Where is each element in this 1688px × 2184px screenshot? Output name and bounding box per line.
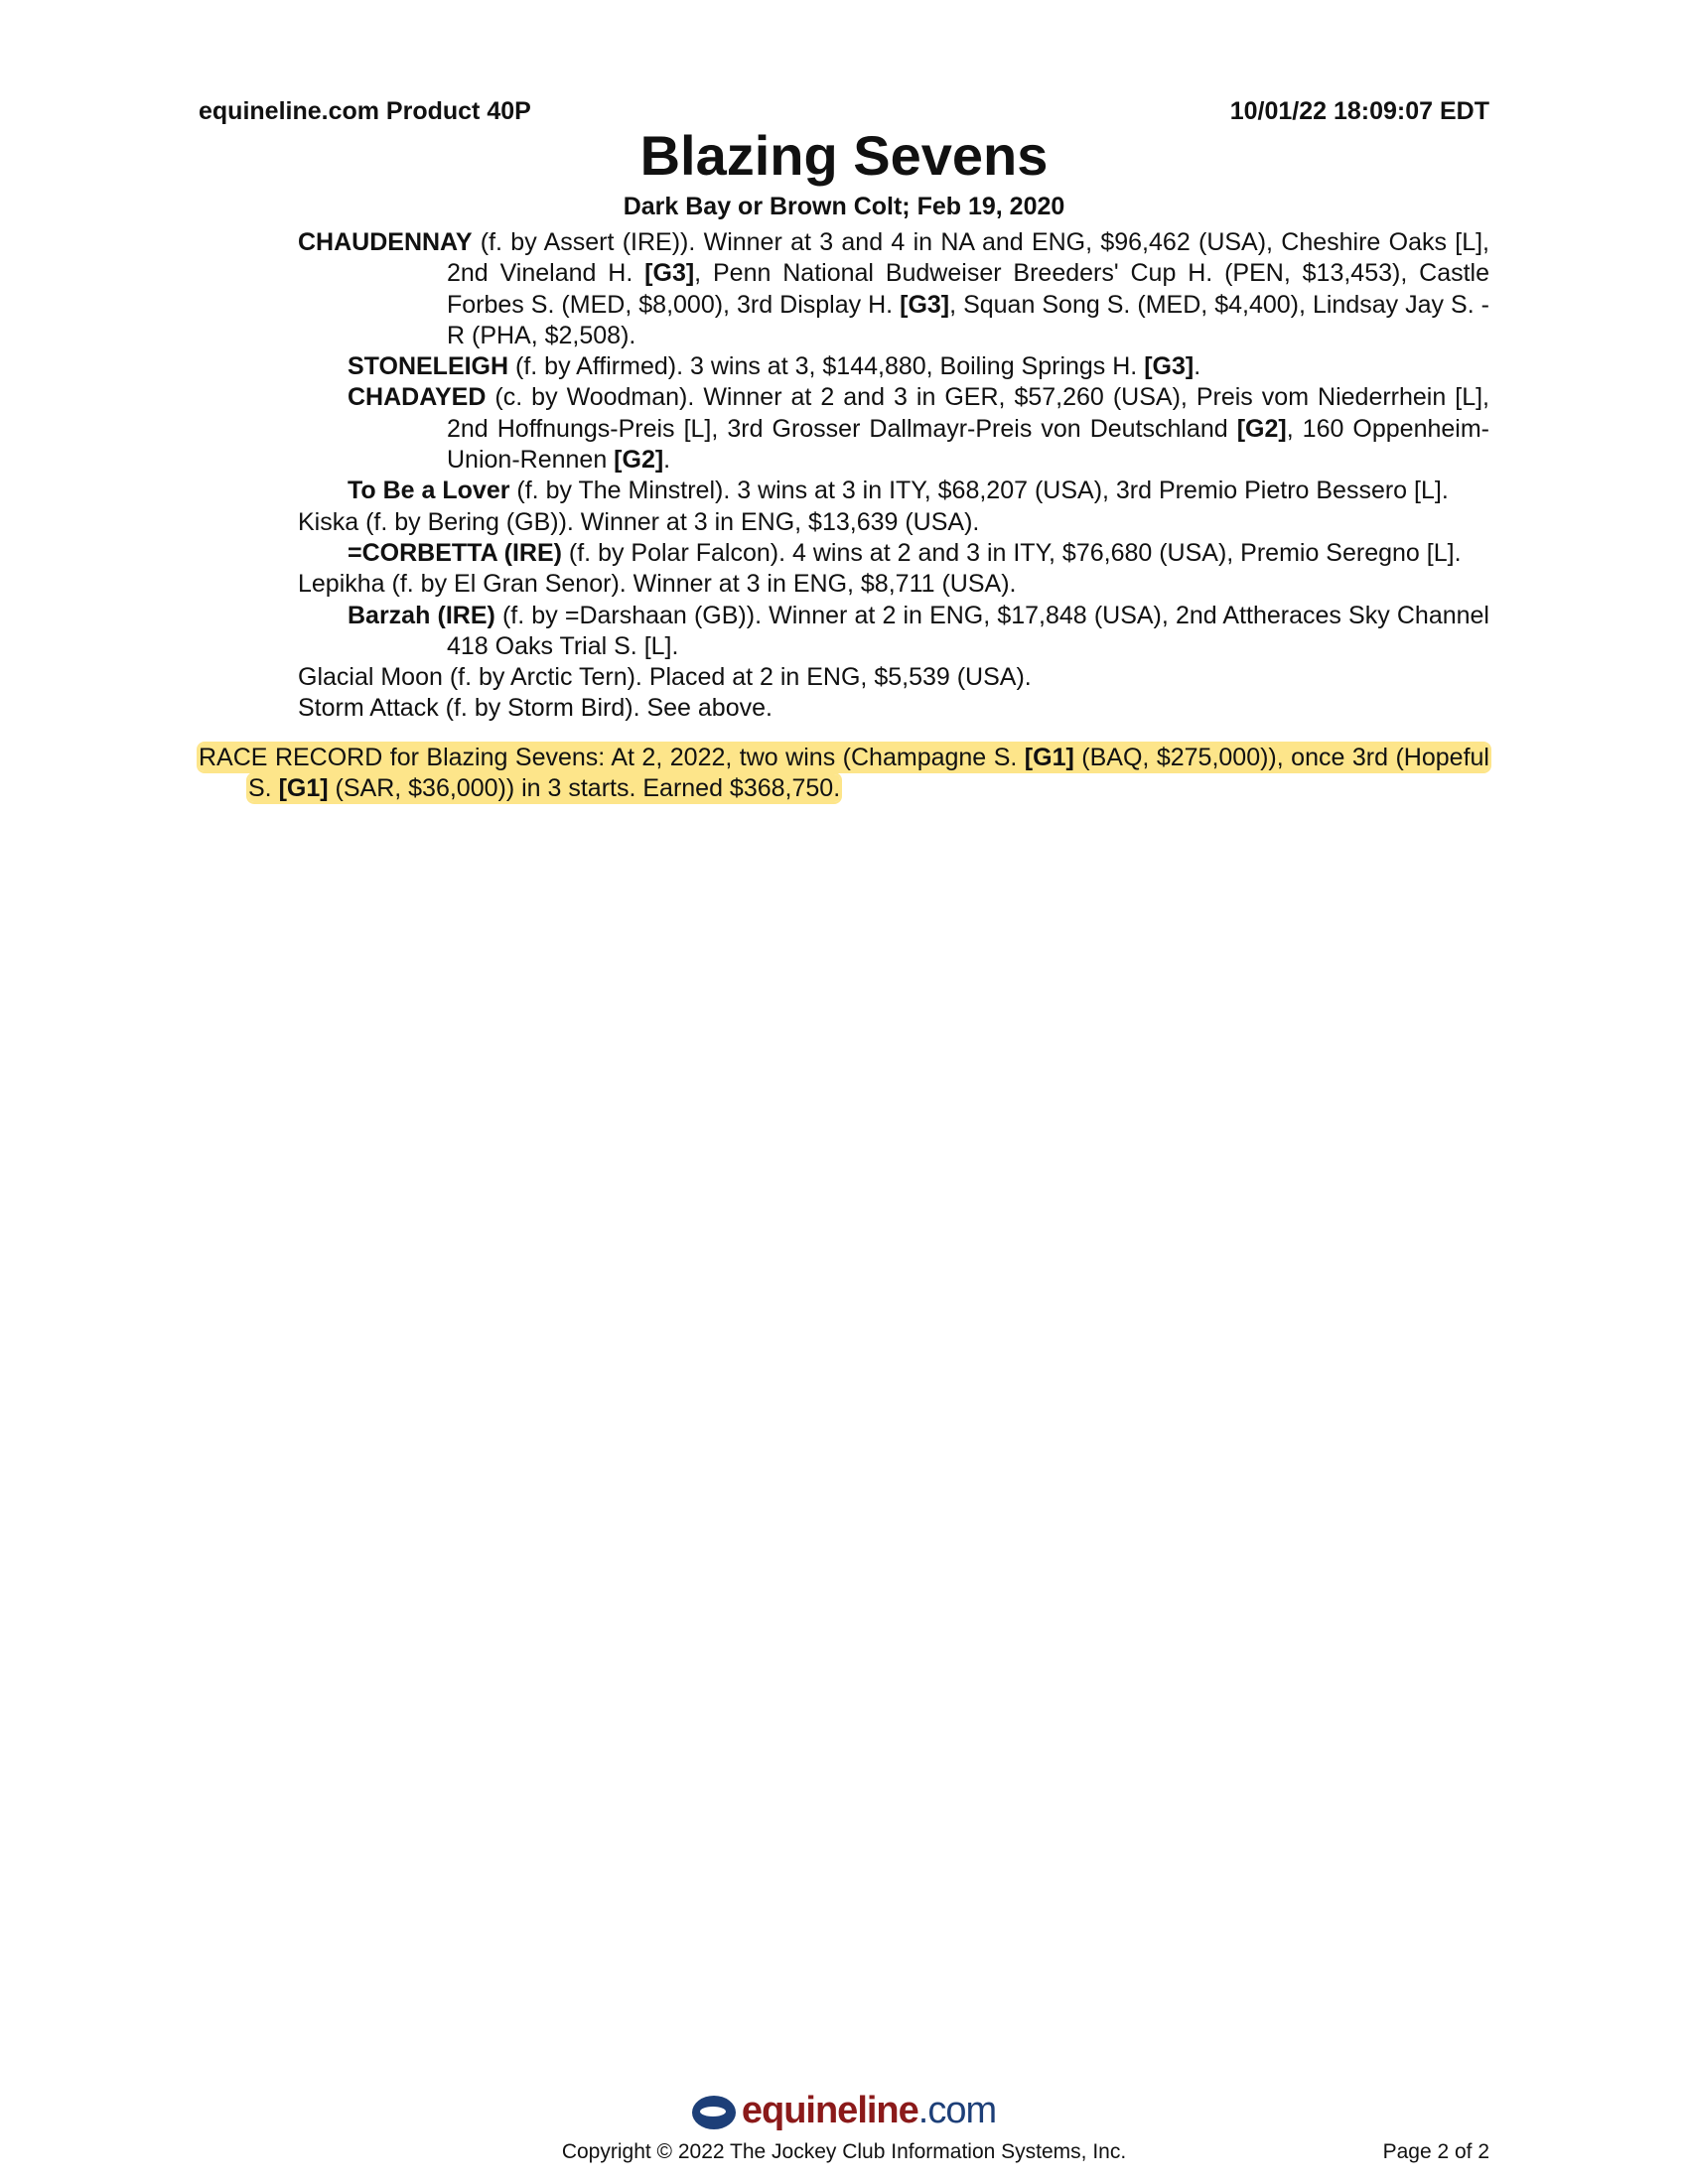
product-label: equineline.com Product 40P — [199, 97, 531, 125]
horse-logo-icon — [692, 2096, 736, 2129]
grade-badge: [G1] — [278, 774, 329, 803]
copyright-text: Copyright © 2022 The Jockey Club Information Systems, Inc. — [561, 2140, 1127, 2163]
page-subtitle: Dark Bay or Brown Colt; Feb 19, 2020 — [623, 193, 1065, 220]
horse-name: STONELEIGH — [348, 352, 509, 381]
horse-name: =CORBETTA (IRE) — [348, 538, 562, 567]
horse-name: CHAUDENNAY — [298, 228, 473, 256]
grade-badge: [G3] — [1144, 352, 1195, 381]
equineline-logo: equineline.com — [0, 2091, 1688, 2130]
highlight: RACE RECORD for Blazing Sevens: At 2, 2022, two wins (Champagne S. [G1] (BAQ, $275,000)), once 3rd (Hopeful S. [G1] (SAR, $36,000)) in 3 starts. Earned $368,750. — [199, 743, 1489, 803]
grade-badge: [G1] — [1024, 743, 1074, 771]
horse-name: Barzah (IRE) — [348, 601, 495, 629]
list-item: Barzah (IRE) (f. by =Darshaan (GB)). Winner at 2 in ENG, $17,848 (USA), 2nd Attheraces Sky Channel 418 Oaks Trial S. [L]. — [348, 601, 1489, 660]
grade-badge: [G3] — [900, 290, 950, 319]
list-item: CHADAYED (c. by Woodman). Winner at 2 and 3 in GER, $57,260 (USA), Preis vom Niederrhein [L], 2nd Hoffnungs-Preis [L], 3rd Grosser Dallmayr-Preis von Deutschland [G2], 160 Oppenheim-Union-Rennen [G2]. — [348, 383, 1489, 475]
pedigree-list — [199, 227, 1489, 804]
list-item: =CORBETTA (IRE) (f. by Polar Falcon). 4 wins at 2 and 3 in ITY, $76,680 (USA), Premio Seregno [L]. — [348, 538, 1462, 567]
horse-name: CHADAYED — [348, 383, 487, 412]
page-number: Page 2 of 2 — [1382, 2140, 1489, 2163]
grade-badge: [G2] — [1236, 414, 1287, 443]
list-item: CHAUDENNAY (f. by Assert (IRE)). Winner at 3 and 4 in NA and ENG, $96,462 (USA), Cheshire Oaks [L], 2nd Vineland H. [G3], Penn National Budweiser Breeders' Cup H. (PEN, $13,453), Castle Forbes S. (MED, $8,000), 3rd Display H. [G3], Squan Song S. (MED, $4,400), Lindsay Jay S. -R (PHA, $2,508). — [298, 228, 1489, 349]
grade-badge: [G3] — [644, 259, 695, 288]
timestamp: 10/01/22 18:09:07 EDT — [1229, 97, 1489, 125]
list-item: To Be a Lover (f. by The Minstrel). 3 wins at 3 in ITY, $68,207 (USA), 3rd Premio Pietro Bessero [L]. — [348, 477, 1449, 505]
list-item: Kiska (f. by Bering (GB)). Winner at 3 in ENG, $13,639 (USA). — [298, 507, 980, 536]
horse-name: To Be a Lover — [348, 477, 510, 505]
list-item: Glacial Moon (f. by Arctic Tern). Placed at 2 in ENG, $5,539 (USA). — [298, 663, 1032, 692]
list-item: Storm Attack (f. by Storm Bird). See above. — [298, 694, 773, 723]
list-item: STONELEIGH (f. by Affirmed). 3 wins at 3, $144,880, Boiling Springs H. [G3]. — [348, 352, 1201, 381]
list-item: Lepikha (f. by El Gran Senor). Winner at 3 in ENG, $8,711 (USA). — [298, 570, 1017, 599]
grade-badge: [G2] — [614, 446, 664, 475]
page-title: Blazing Sevens — [639, 124, 1049, 187]
race-record — [199, 743, 1489, 805]
